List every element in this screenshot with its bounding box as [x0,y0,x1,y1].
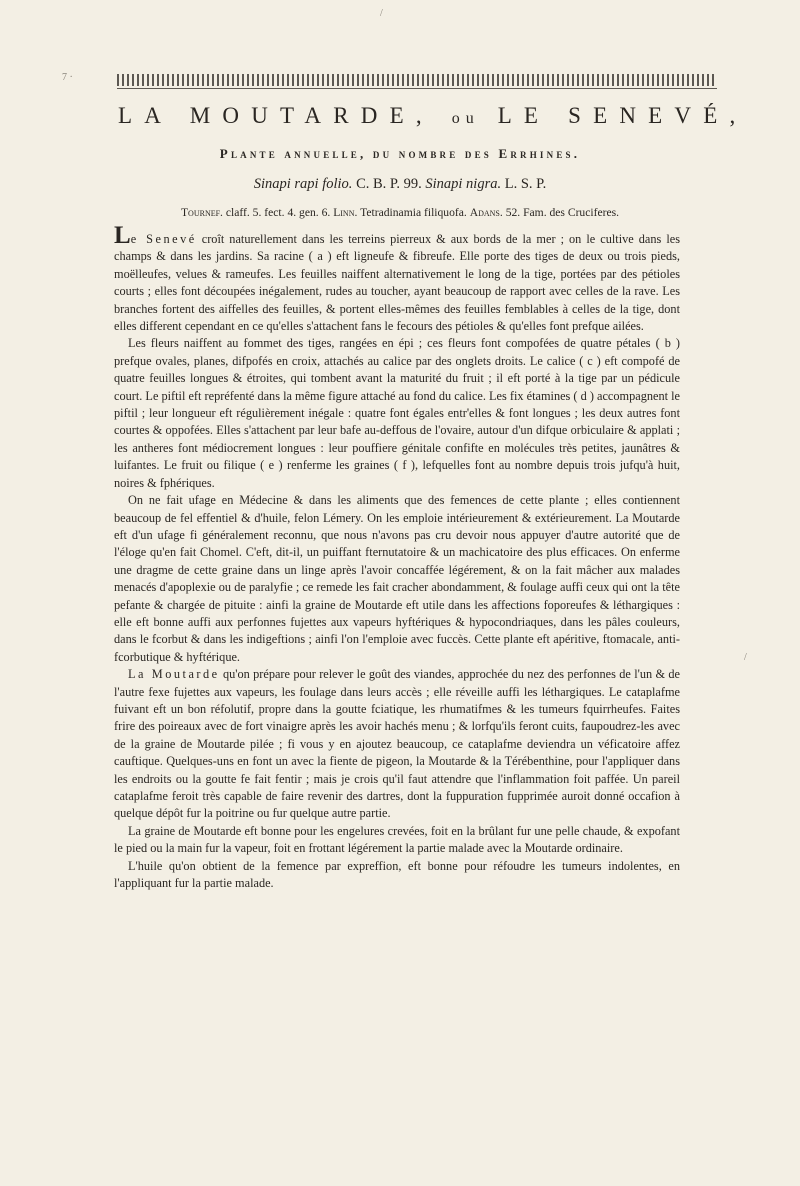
classif-linn: Linn. [333,206,358,219]
title-right: LE SENEVÉ, [497,103,748,128]
subtitle: Plante annuelle, du nombre des Errhines. [219,146,581,161]
synonym-2: Sinapi nigra. [425,176,502,192]
classif-adans-detail: 52. Fam. des Cruciferes. [505,206,620,219]
drop-cap: L [114,222,131,249]
synonym-2-ref: L. S. P. [504,176,547,192]
pencil-mark-top: / [380,8,383,19]
paragraph-1 [114,222,681,335]
synonym-1: Sinapi rapi folio. [253,176,353,192]
title-left: LA MOUTARDE, [118,103,434,128]
classification [0,206,800,219]
paragraph-1-lead: e Senevé [130,232,197,246]
paragraph-4-text: qu'on prépare pour relever le goût des viandes, approchée du nez des perfonnes de l'un & de l'autre fexe fujettes aux vapeurs, les foulage dans leurs accès ; elle réveille auffi les léthargiques. Le cataplafme fuivant eft un bon réfolutif, propre dans la goutte fciatique, les rhumatifmes & les tumeurs fquirrheufes. Faites frire des poireaux avec de fort vinaigre après les avoir hachés menu ; & lorfqu'ils feront cuits, faupoudrez-les avec de la graine de Moutarde pilée ; fi vous y en ajoutez beaucoup, ce cataplafme deviendra un véficatoire affez cauftique. Quelques-uns en font un avec la fiente de pigeon, la Moutarde & la Térébenthine, pour l'appliquer dans les endroits ou la goutte fe fait fentir ; mais je crois qu'il faut attendre que l'inflammation foit paffée. Un pareil cataplafme feroit très capable de faire revenir des dartres, dont la fuppuration fupprimée auroit donné occafion à quelque dépôt fur la poitrine ou fur quelque autre partie. [114,667,680,821]
synonym-1-ref: C. B. P. [356,176,400,192]
classif-tournef-detail: claff. 5. fect. 4. gen. 6. [225,206,331,219]
synonyms [0,176,800,193]
paragraph-1-text: croît naturellement dans les terreins pierreux & aux bords de la mer ; on le cultive dans les champs & dans les jardins. Sa racine ( a ) eft ligneufe & fibreufe. Elle porte des tiges de deux ou trois pieds, moëlleufes, velues & rameufes. Les feuilles naiffent alternativement le long de la tige, portées par des pétioles courts ; elles font découpées inégalement, rudes au toucher, ayant beaucoup de rapport avec celles de la rave. Les branches fortent des aiffelles des feuilles, & portent elles-mêmes des feuilles femblables à celles de la tige, dont elles different cependant en ce qu'elles s'attachent fans le fecours des pétioles & qu'elles font prefque ailées. [114,232,681,334]
classif-linn-detail: Tetradinamia filiquofa. [360,206,467,219]
synonym-1-page: 99. [403,176,422,192]
paragraph-6: L'huile qu'on obtient de la femence par expreffion, eft bonne pour réfoudre les tumeurs indolentes, en l'appliquant fur la partie malade. [114,858,680,891]
body-text [114,222,681,892]
pencil-mark-left: 7 · [62,72,73,83]
title-ou: ou [451,110,480,127]
classif-adans: Adans. [469,206,503,219]
ornamental-band [117,74,717,86]
paragraph-4-lead: La Moutarde [128,667,220,682]
classif-tournef: Tournef. [180,206,223,219]
paragraph-4 [114,666,680,823]
paragraph-2: Les fleurs naiffent au fommet des tiges, rangées en épi ; ces fleurs font compofées de quatre pétales ( b ) prefque ovales, planes, difpofés en croix, attachés au calice par des onglets droits. Le calice ( c ) eft compofé de quatre feuilles longues & étroites, qui tombent avant la maturité du fruit ; il eft porté à la tige par un pédicule court. Le piftil eft repréfenté dans la même figure attaché au fond du calice. Les fix étamines ( d ) accompagnent le piftil ; leur longueur eft régulièrement inégale : quatre font égales entr'elles & font longues ; les deux autres font courtes & oppofées. Elles s'attachent par leur bafe au-deffous de l'ovaire, autour d'un difque orbiculaire & applati ; les antheres font médiocrement longues : leur pouffiere génitale confifte en molécules très petites, jaunâtres & luifantes. Le fruit ou filique ( e ) renferme les graines ( f ), lefquelles font au nombre depuis trois jufqu'à huit, noires & fphériques. [114,336,680,490]
pencil-mark-right: / [744,652,747,663]
paragraph-5: La graine de Moutarde eft bonne pour les engelures crevées, foit en la brûlant fur une pelle chaude, & expofant le pied ou la main fur la vapeur, foit en frottant légérement la partie malade avec la Moutarde ordinaire. [114,823,680,856]
page-title [118,103,748,129]
paragraph-3: On ne fait ufage en Médecine & dans les aliments que des femences de cette plante ; elles contiennent beaucoup de fel effentiel & d'huile, felon Lémery. On les emploie intérieurement & extérieurement. La Moutarde eft d'un ufage fi généralement reconnu, que nous n'avons pas cru devoir nous appuyer d'autre autorité que de l'éloge qu'en fait Chomel. C'eft, dit-il, un puiffant fternutatoire & un machicatoire des plus efficaces. On enferme une dragme de cette graine dans un linge après l'avoir concaffée légérement, & on la fait mâcher aux malades menacés d'apoplexie ou de paralyfie ; ce remede les fait cracher abondamment, & foulage auffi ceux qui ont la tête pefante & chargée de pituite : ainfi la graine de Moutarde eft utile dans les affections foporeufes & léthargiques : elle eft bonne auffi aux perfonnes fujettes aux vapeurs hyftériques & hypocondriaques, dans les pâles couleurs, dans le fcorbut & dans les indigeftions ; ainfi l'on l'emploie avec fuccès. Cette plante eft apéritive, ftomacale, anti-fcorbutique & hyftérique. [114,493,680,664]
